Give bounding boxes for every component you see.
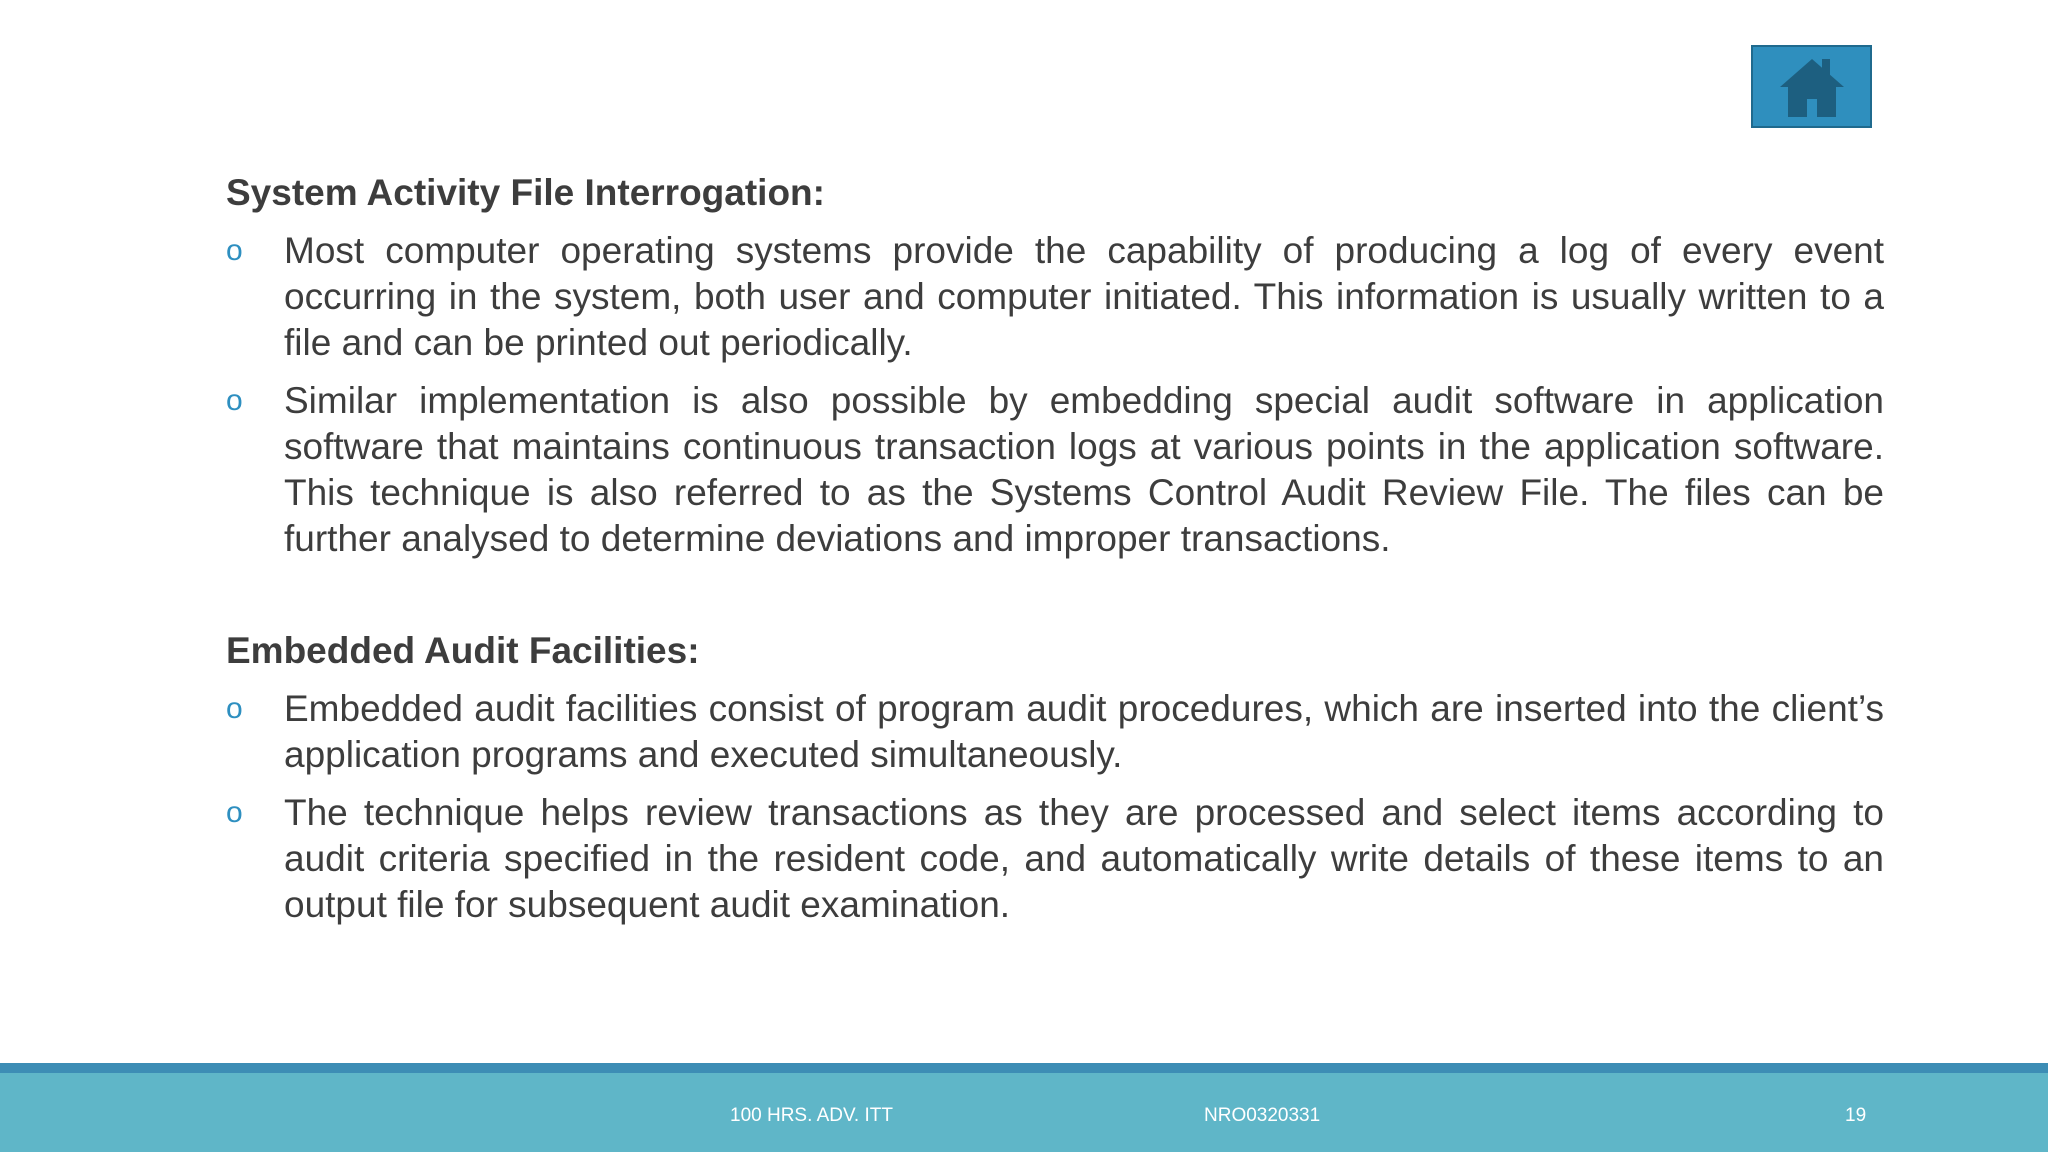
section-heading: Embedded Audit Facilities: <box>226 630 700 671</box>
section-heading: System Activity File Interrogation: <box>226 172 825 213</box>
footer-bar <box>0 1073 2048 1152</box>
bullet-list <box>226 228 1884 562</box>
slide-content <box>226 170 1884 940</box>
home-icon <box>1776 55 1848 119</box>
bullet-text: Embedded audit facilities consist of program audit procedures, which are inserted into the client’s application programs and executed simultaneously. <box>284 688 1884 775</box>
footer-divider <box>0 1063 2048 1073</box>
page-number: 19 <box>1845 1105 1867 1126</box>
bullet-marker: o <box>226 796 243 829</box>
list-item <box>226 790 1884 928</box>
bullet-marker: o <box>226 692 243 725</box>
bullet-text: Most computer operating systems provide the capability of producing a log of every event occurring in the system, both user and computer initiated. This information is usually written to a file and can be printed out periodically. <box>284 230 1884 363</box>
bullet-text: The technique helps review transactions as they are processed and select items according to audit criteria specified in the resident code, and automatically write details of these items to an output file for subsequent audit examination. <box>284 792 1884 925</box>
section-spacer <box>226 574 1884 628</box>
list-item <box>226 228 1884 366</box>
list-item <box>226 378 1884 562</box>
list-item <box>226 686 1884 778</box>
bullet-text: Similar implementation is also possible by embedding special audit software in application software that maintains continuous transaction logs at various points in the application software. This technique is also referred to as the Systems Control Audit Review File. The files can be further analysed to determine deviations and improper transactions. <box>284 380 1884 559</box>
bullet-marker: o <box>226 384 243 417</box>
section-system-activity <box>226 170 1884 562</box>
section-embedded-audit <box>226 628 1884 928</box>
footer-code: NRO0320331 <box>1204 1105 1321 1126</box>
bullet-marker: o <box>226 234 243 267</box>
footer-course: 100 HRS. ADV. ITT <box>730 1105 893 1126</box>
home-button[interactable] <box>1751 45 1872 128</box>
bullet-list <box>226 686 1884 928</box>
